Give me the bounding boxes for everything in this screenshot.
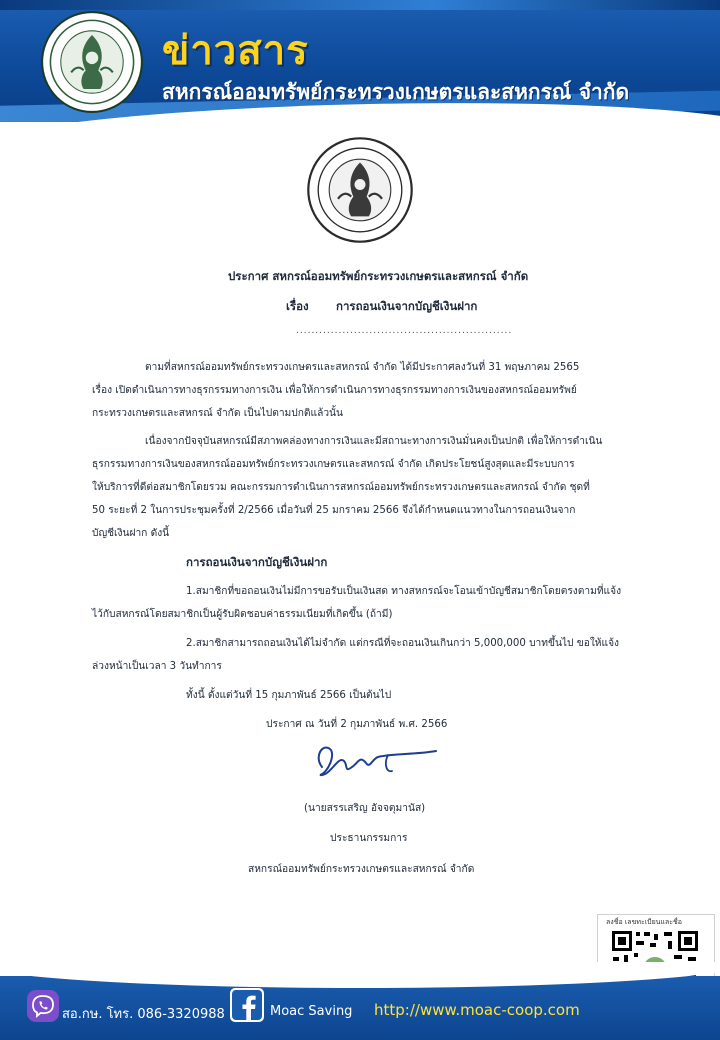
- facebook-icon[interactable]: [230, 988, 264, 1022]
- date-line: ประกาศ ณ วันที่ 2 กุมภาพันธ์ พ.ศ. 2566: [266, 719, 448, 730]
- paragraph1-line: ตามที่สหกรณ์ออมทรัพย์กระทรวงเกษตรและสหกรณ์ จำกัด ได้มีประกาศลงวันที่ 31 พฤษภาคม 2565: [145, 362, 580, 373]
- paragraph2-line: เนื่องจากปัจจุบันสหกรณ์มีสภาพคล่องทางการเงินและมีสถานะทางการเงินมั่นคงเป็นปกติ เพื่อให้การดำเนิน: [145, 436, 603, 447]
- signer-title: ประธานกรรมการ: [330, 833, 408, 844]
- paragraph2-line: ธุรกรรมทางการเงินของสหกรณ์ออมทรัพย์กระทรวงเกษตรและสหกรณ์ จำกัด เกิดประโยชน์สูงสุดและมีระบบการ: [92, 459, 575, 470]
- signer-name: (นายสรรเสริญ อัจจตุมานัส): [304, 803, 426, 814]
- viber-icon[interactable]: [27, 990, 59, 1022]
- page-title: ข่าวสาร: [162, 28, 309, 74]
- item1-line: ไว้กับสหกรณ์โดยสมาชิกเป็นผู้รับผิดชอบค่าธรรมเนียมที่เกิดขึ้น (ถ้ามี): [92, 609, 393, 620]
- signer-org: สหกรณ์ออมทรัพย์กระทรวงเกษตรและสหกรณ์ จำกัด: [248, 864, 475, 875]
- subject-label: เรื่อง: [286, 299, 309, 313]
- item2-line: ล่วงหน้าเป็นเวลา 3 วันทำการ: [92, 661, 222, 672]
- paragraph1-line: กระทรวงเกษตรและสหกรณ์ จำกัด เป็นไปตามปกติแล้วนั้น: [92, 408, 343, 419]
- document-seal-icon: [305, 135, 415, 245]
- paragraph2-line: ให้บริการที่ดีต่อสมาชิกโดยรวม คณะกรรมการดำเนินการสหกรณ์ออมทรัพย์กระทรวงเกษตรและสหกรณ์ จำกัด ชุดที่: [92, 482, 590, 493]
- header-stripe: [0, 0, 720, 10]
- item2-line: 2.สมาชิกสามารถถอนเงินได้ไม่จำกัด แต่กรณีที่จะถอนเงินเกินกว่า 5,000,000 บาทขึ้นไป ขอให้แจ้ง: [186, 638, 620, 649]
- paragraph2-line: บัญชีเงินฝาก ดังนี้: [92, 528, 170, 539]
- cooperative-seal-icon: [40, 10, 144, 114]
- effective-line: ทั้งนี้ ตั้งแต่วันที่ 15 กุมภาพันธ์ 2566 เป็นต้นไป: [186, 690, 392, 701]
- item1-line: 1.สมาชิกที่ขอถอนเงินไม่มีการขอรับเป็นเงินสด ทางสหกรณ์จะโอนเข้าบัญชีสมาชิกโดยตรงตามที่แจ้ง: [186, 586, 622, 597]
- signature-mark: [308, 737, 443, 782]
- paragraph2-line: 50 ระยะที่ 2 ในการประชุมครั้งที่ 2/2566 เมื่อวันที่ 25 มกราคม 2566 จึงได้กำหนดแนวทางในการถอนเงินจาก: [92, 505, 576, 516]
- website-link[interactable]: http://www.moac-coop.com: [374, 1001, 580, 1019]
- footer-wave: [0, 962, 720, 988]
- page-subtitle: สหกรณ์ออมทรัพย์กระทรวงเกษตรและสหกรณ์ จำกัด: [162, 80, 630, 104]
- qr-caption: ลงชื่อ เลขทะเบียนและชื่อ: [606, 918, 682, 926]
- announcement-line: ประกาศ สหกรณ์ออมทรัพย์กระทรวงเกษตรและสหกรณ์ จำกัด: [228, 269, 529, 283]
- phone-text: สอ.กษ. โทร. 086-3320988: [62, 1007, 225, 1022]
- section-heading: การถอนเงินจากบัญชีเงินฝาก: [186, 555, 328, 569]
- subject-text: การถอนเงินจากบัญชีเงินฝาก: [336, 299, 478, 313]
- paragraph1-line: เรื่อง เปิดดำเนินการทางธุรกรรมทางการเงิน เพื่อให้การดำเนินการทางธุรกรรมทางการเงินของสหกรณ์ออมทรัพย์: [92, 385, 577, 396]
- facebook-text[interactable]: Moac Saving: [270, 1004, 353, 1019]
- separator: ........................................................: [296, 326, 513, 336]
